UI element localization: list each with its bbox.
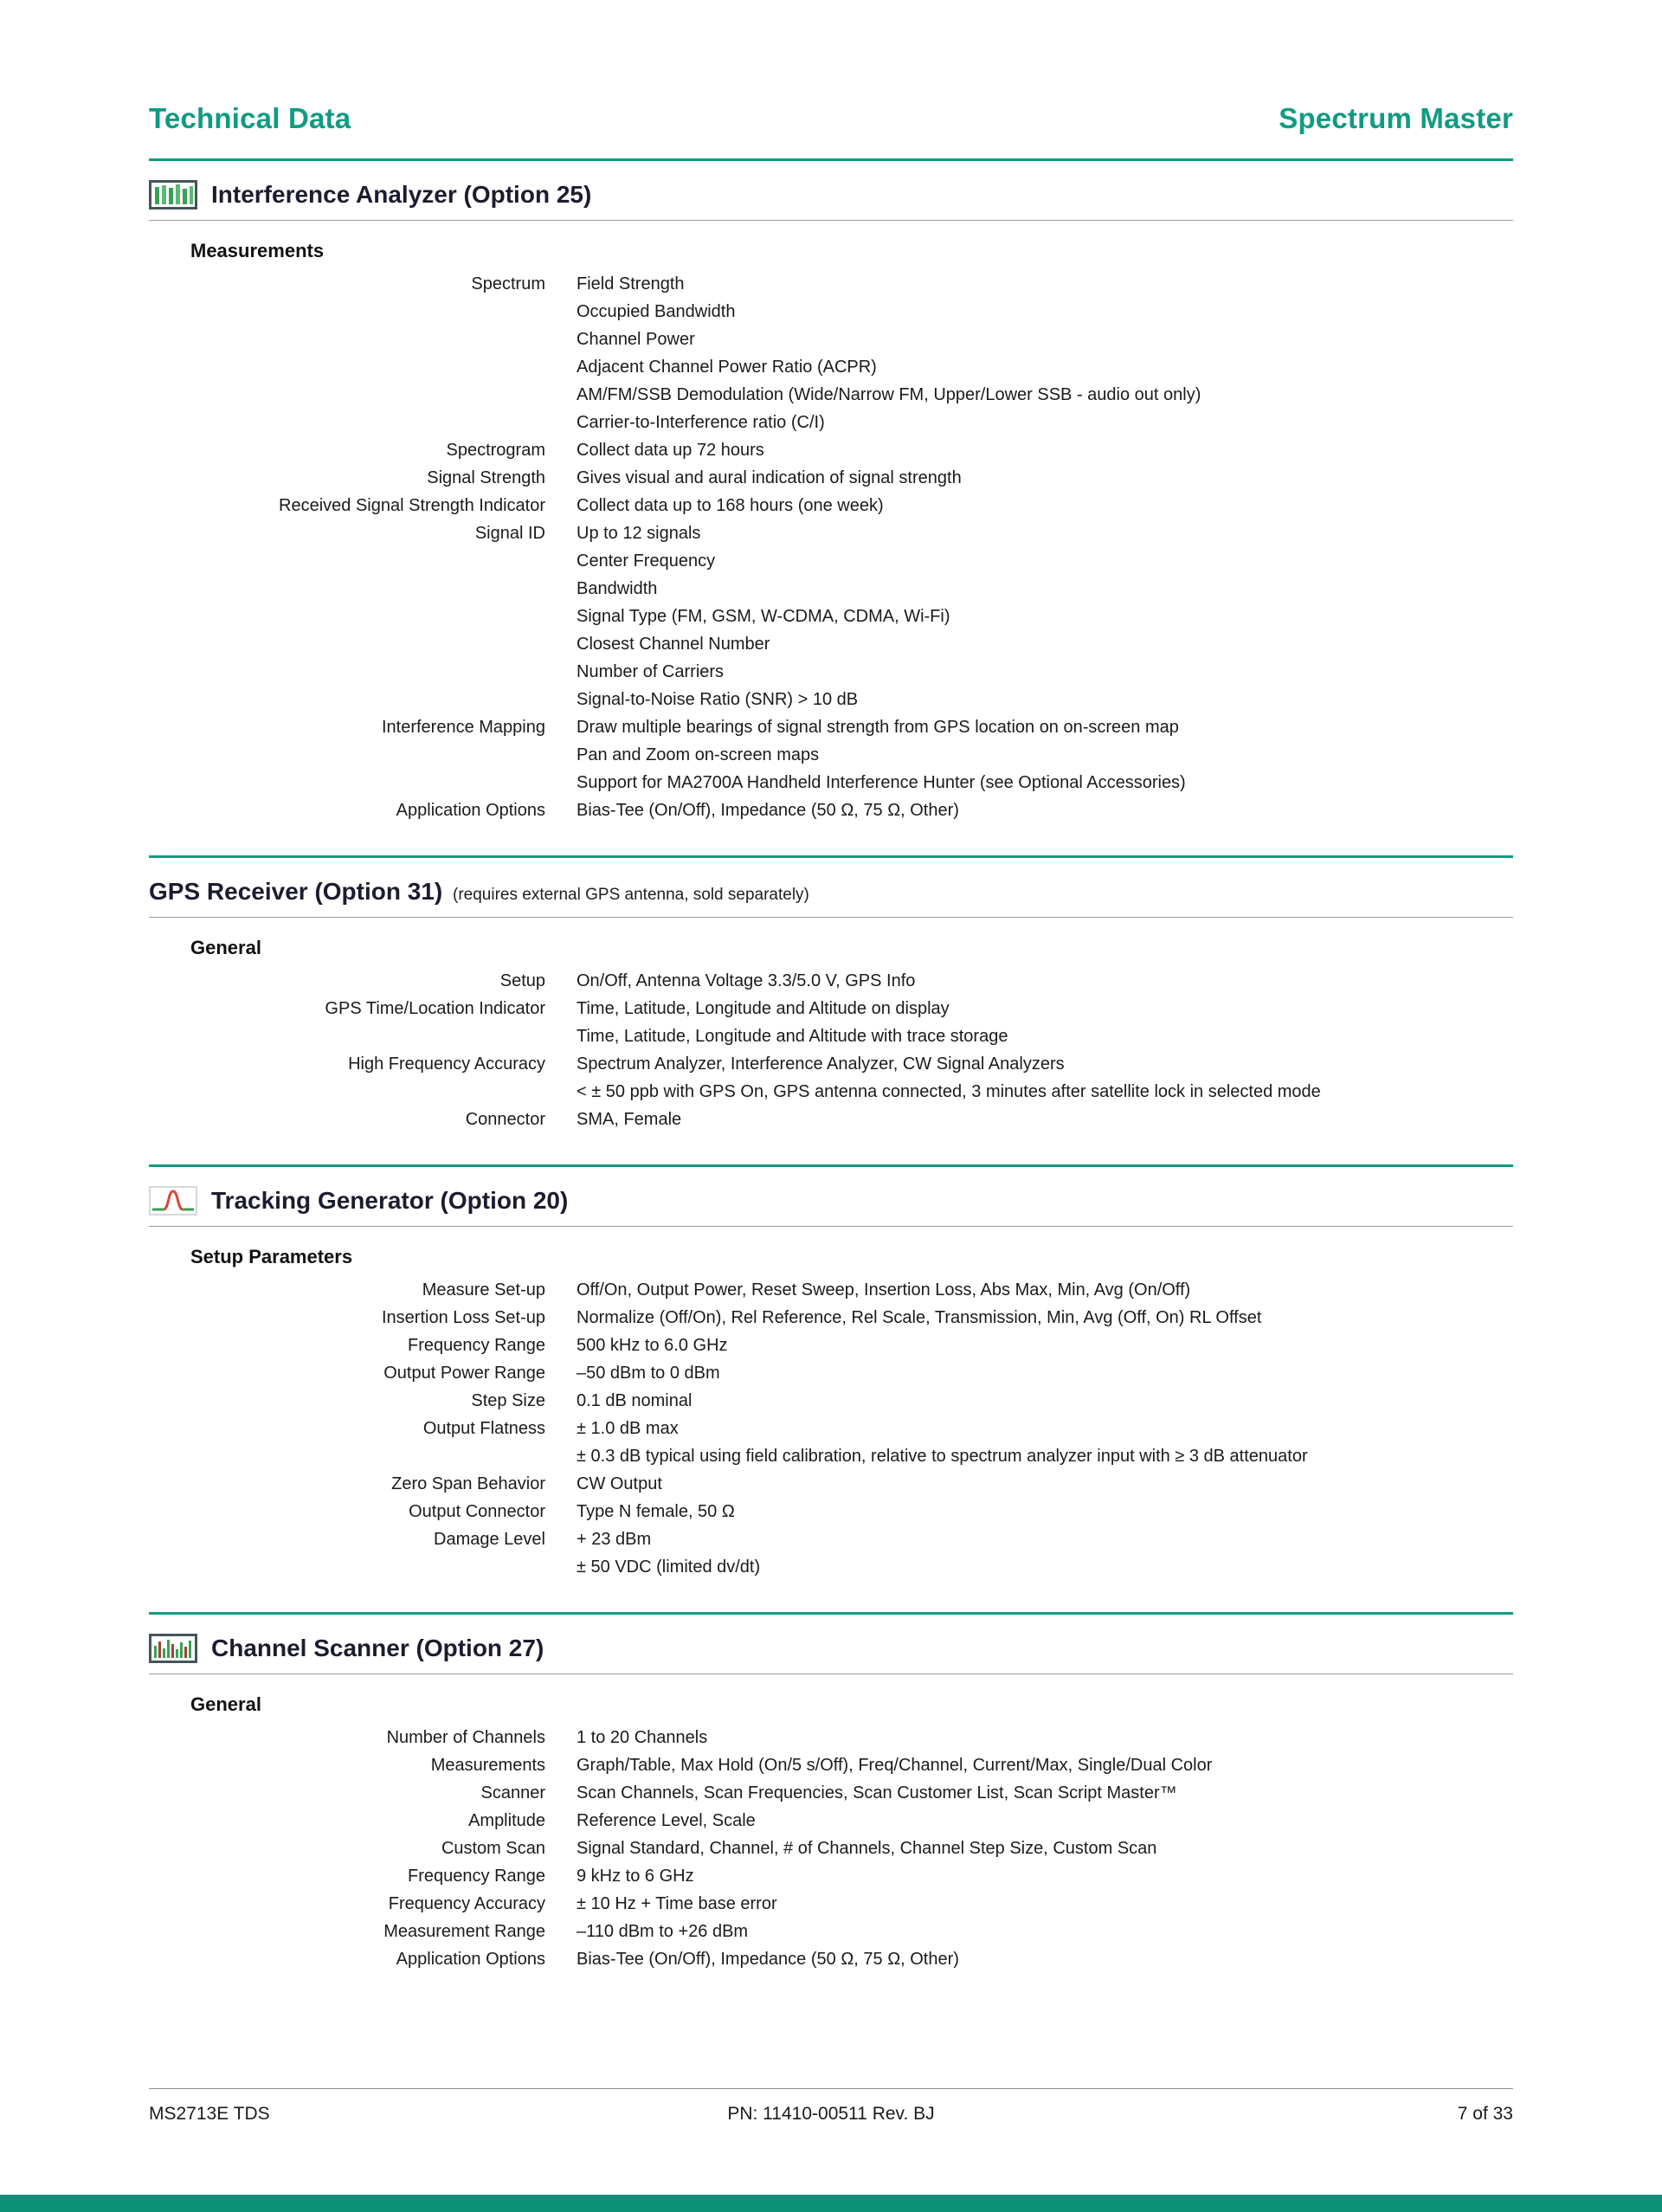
section-subtitle: (requires external GPS antenna, sold separately) [453, 886, 809, 904]
spec-value [577, 1807, 1513, 1835]
spec-label: Damage Level [434, 1530, 545, 1549]
spec-label: Interference Mapping [381, 718, 545, 737]
spec-label: Frequency Range [408, 1336, 545, 1355]
spec-row [149, 519, 1513, 713]
spec-row [149, 1332, 1513, 1359]
group-heading: General [190, 937, 261, 958]
spec-row [149, 1106, 1513, 1133]
spec-row [149, 1835, 1513, 1862]
spec-value-line: Adjacent Channel Power Ratio (ACPR) [577, 358, 877, 377]
spec-value-line: Time, Latitude, Longitude and Altitude on display [577, 999, 950, 1018]
spec-value [577, 519, 1513, 713]
spec-value-line: Carrier-to-Interference ratio (C/I) [577, 413, 825, 432]
section-tracking-generator-option-20 [149, 1164, 1513, 1581]
spec-value [577, 1106, 1513, 1133]
spec-row [149, 1890, 1513, 1918]
spec-value [577, 967, 1513, 995]
spec-label: Application Options [396, 1950, 545, 1969]
spec-label: Connector [465, 1110, 545, 1129]
bottom-accent-bar [0, 2195, 1662, 2212]
spec-value [577, 1835, 1513, 1862]
section-header [149, 876, 1513, 907]
spec-value [577, 1498, 1513, 1525]
spec-value-line: 9 kHz to 6 GHz [577, 1867, 694, 1886]
group-heading: Measurements [190, 240, 325, 261]
spec-row [149, 1751, 1513, 1779]
tracking-generator-icon [149, 1186, 197, 1216]
spec-label: Insertion Loss Set-up [382, 1308, 545, 1327]
spec-row [149, 1779, 1513, 1807]
spec-label: Scanner [480, 1783, 545, 1802]
spec-table [149, 967, 1513, 1133]
spec-value-line: Signal-to-Noise Ratio (SNR) > 10 dB [577, 690, 859, 709]
spec-label: Setup [499, 971, 545, 990]
spec-value-line: Bias-Tee (On/Off), Impedance (50 Ω, 75 Ω, Other) [577, 1950, 959, 1969]
spec-row [149, 796, 1513, 824]
spec-value-line: –50 dBm to 0 dBm [577, 1364, 720, 1383]
spec-value [577, 1050, 1513, 1106]
spec-value [577, 1779, 1513, 1807]
spec-value-line: Reference Level, Scale [577, 1811, 756, 1830]
spec-row [149, 1945, 1513, 1973]
spec-row [149, 1862, 1513, 1890]
section-gps-receiver-option-31 [149, 855, 1513, 1133]
spec-value-line: Gives visual and aural indication of signal strength [577, 468, 962, 487]
section-title: GPS Receiver (Option 31) (requires external GPS antenna, sold separately) [149, 878, 809, 905]
spec-value-line: Normalize (Off/On), Rel Reference, Rel Scale, Transmission, Min, Avg (Off, On) RL Offset [577, 1308, 1262, 1327]
spec-value-line: Support for MA2700A Handheld Interference Hunter (see Optional Accessories) [577, 773, 1186, 792]
spec-value-line: + 23 dBm [577, 1530, 652, 1549]
spec-value [577, 1415, 1513, 1470]
spec-value-line: Draw multiple bearings of signal strength from GPS location on on-screen map [577, 718, 1179, 737]
spec-row [149, 713, 1513, 796]
spec-value-line: ± 1.0 dB max [577, 1419, 679, 1438]
spec-label: Custom Scan [441, 1839, 545, 1858]
spec-label: Output Power Range [383, 1364, 545, 1383]
spec-value-line: Type N female, 50 Ω [577, 1502, 735, 1521]
spec-label: Received Signal Strength Indicator [279, 496, 545, 515]
spec-value-line: Closest Channel Number [577, 635, 770, 654]
spec-value-line: < ± 50 ppb with GPS On, GPS antenna connected, 3 minutes after satellite lock in selected mode [577, 1082, 1321, 1101]
spec-label: Frequency Range [408, 1867, 545, 1886]
spec-value-line: Time, Latitude, Longitude and Altitude with trace storage [577, 1027, 1008, 1046]
section-underline-rule [149, 1226, 1513, 1227]
spec-value-line: 0.1 dB nominal [577, 1391, 692, 1410]
spec-label: GPS Time/Location Indicator [325, 999, 545, 1018]
spec-row [149, 1050, 1513, 1106]
section-title: Tracking Generator (Option 20) [211, 1187, 569, 1214]
footer-doc-id: MS2713E TDS [149, 2104, 270, 2124]
section-header [149, 179, 1513, 210]
spec-row [149, 1359, 1513, 1387]
spec-value-line: CW Output [577, 1474, 662, 1493]
spec-row [149, 1498, 1513, 1525]
section-title: Channel Scanner (Option 27) [211, 1635, 544, 1661]
spec-value [577, 1945, 1513, 1973]
spec-value [577, 1525, 1513, 1581]
spec-table [149, 270, 1513, 824]
spec-row [149, 270, 1513, 436]
spec-value-line: Number of Carriers [577, 662, 725, 681]
spec-label: Measurements [430, 1756, 545, 1775]
spec-label: Step Size [471, 1391, 545, 1410]
spec-row [149, 1807, 1513, 1835]
spec-value-line: 1 to 20 Channels [577, 1728, 708, 1747]
spec-value [577, 1387, 1513, 1415]
spec-value [577, 1751, 1513, 1779]
spec-value-line: Field Strength [577, 274, 685, 293]
spec-value-line: ± 50 VDC (limited dv/dt) [577, 1557, 761, 1577]
section-interference-analyzer-option-25 [149, 158, 1513, 824]
spec-value [577, 1862, 1513, 1890]
spec-value [577, 1304, 1513, 1332]
spec-value [577, 1332, 1513, 1359]
spec-row [149, 1918, 1513, 1945]
spec-value-line: Off/On, Output Power, Reset Sweep, Insertion Loss, Abs Max, Min, Avg (On/Off) [577, 1280, 1191, 1299]
spec-value-line: Graph/Table, Max Hold (On/5 s/Off), Freq/Channel, Current/Max, Single/Dual Color [577, 1756, 1213, 1775]
spec-value-line: Collect data up 72 hours [577, 441, 764, 460]
spec-value-line: Pan and Zoom on-screen maps [577, 745, 820, 764]
spec-value-line: Center Frequency [577, 551, 716, 571]
spec-value-line: Occupied Bandwidth [577, 302, 736, 321]
spec-value-line: Bias-Tee (On/Off), Impedance (50 Ω, 75 Ω, Other) [577, 801, 959, 820]
doc-title: Technical Data [149, 102, 351, 134]
spec-value-line: AM/FM/SSB Demodulation (Wide/Narrow FM, Upper/Lower SSB - audio out only) [577, 385, 1201, 404]
spec-value [577, 1890, 1513, 1918]
spec-row [149, 995, 1513, 1050]
section-header [149, 1185, 1513, 1216]
spec-row [149, 464, 1513, 492]
channel-scanner-icon [149, 1634, 197, 1663]
footer-part-number: PN: 11410-00511 Rev. BJ [727, 2104, 935, 2124]
spec-value-line: Signal Standard, Channel, # of Channels, Channel Step Size, Custom Scan [577, 1839, 1157, 1858]
spec-row [149, 1415, 1513, 1470]
section-underline-rule [149, 917, 1513, 918]
spec-label: Frequency Accuracy [388, 1894, 545, 1913]
spec-value [577, 1724, 1513, 1751]
spec-value [577, 436, 1513, 464]
spec-value-line: Signal Type (FM, GSM, W-CDMA, CDMA, Wi-Fi) [577, 607, 950, 626]
spec-label: Measure Set-up [422, 1280, 545, 1299]
spec-value-line: –110 dBm to +26 dBm [577, 1922, 749, 1941]
spec-value-line: Channel Power [577, 330, 695, 349]
spec-value-line: Bandwidth [577, 579, 658, 598]
spec-value [577, 995, 1513, 1050]
spec-value [577, 1359, 1513, 1387]
spec-value-line: Up to 12 signals [577, 524, 701, 543]
spec-label: Spectrum [471, 274, 545, 293]
spec-value [577, 270, 1513, 436]
spec-value-line: ± 0.3 dB typical using field calibration, relative to spectrum analyzer input with ≥ 3 dB attenuator [577, 1447, 1308, 1466]
spec-label: Spectrogram [446, 441, 545, 460]
sections-container [149, 158, 1513, 1973]
spec-row [149, 492, 1513, 519]
spec-table [149, 1276, 1513, 1581]
interference-analyzer-icon [149, 180, 197, 210]
spec-row [149, 1304, 1513, 1332]
spec-table [149, 1724, 1513, 1973]
spec-value-line: Collect data up to 168 hours (one week) [577, 496, 884, 515]
doc-footer [149, 2088, 1513, 2125]
section-divider-rule [149, 1612, 1513, 1615]
spec-row [149, 1525, 1513, 1581]
spec-label: Number of Channels [386, 1728, 545, 1747]
group-heading: Setup Parameters [190, 1246, 353, 1267]
spec-label: High Frequency Accuracy [348, 1054, 545, 1074]
spec-row [149, 436, 1513, 464]
spec-value-line: On/Off, Antenna Voltage 3.3/5.0 V, GPS Info [577, 971, 916, 990]
spec-label: Measurement Range [383, 1922, 545, 1941]
spec-value [577, 492, 1513, 519]
spec-label: Zero Span Behavior [391, 1474, 545, 1493]
spec-label: Output Flatness [422, 1419, 545, 1438]
section-underline-rule [149, 220, 1513, 221]
spec-value-line: Spectrum Analyzer, Interference Analyzer, CW Signal Analyzers [577, 1054, 1065, 1074]
spec-label: Amplitude [468, 1811, 545, 1830]
doc-header [149, 102, 1513, 135]
spec-value [577, 1918, 1513, 1945]
spec-row [149, 1724, 1513, 1751]
group-heading: General [190, 1693, 261, 1715]
section-channel-scanner-option-27 [149, 1612, 1513, 1973]
spec-row [149, 1470, 1513, 1498]
section-divider-rule [149, 158, 1513, 161]
spec-label: Output Connector [409, 1502, 545, 1521]
spec-value-line: ± 10 Hz + Time base error [577, 1894, 777, 1913]
spec-label: Application Options [396, 801, 545, 820]
spec-value-line: SMA, Female [577, 1110, 682, 1129]
spec-label: Signal ID [474, 524, 545, 543]
section-title: Interference Analyzer (Option 25) [211, 181, 592, 208]
section-divider-rule [149, 1164, 1513, 1167]
spec-label: Signal Strength [427, 468, 545, 487]
spec-value-line: 500 kHz to 6.0 GHz [577, 1336, 728, 1355]
spec-row [149, 1276, 1513, 1304]
spec-row [149, 1387, 1513, 1415]
section-header [149, 1633, 1513, 1664]
spec-value [577, 464, 1513, 492]
product-name: Spectrum Master [1279, 102, 1513, 134]
spec-value [577, 1276, 1513, 1304]
spec-value [577, 1470, 1513, 1498]
spec-value [577, 713, 1513, 796]
spec-value [577, 796, 1513, 824]
spec-row [149, 967, 1513, 995]
spec-value-line: Scan Channels, Scan Frequencies, Scan Customer List, Scan Script Master™ [577, 1783, 1177, 1802]
section-divider-rule [149, 855, 1513, 858]
footer-page-number: 7 of 33 [1457, 2104, 1513, 2124]
